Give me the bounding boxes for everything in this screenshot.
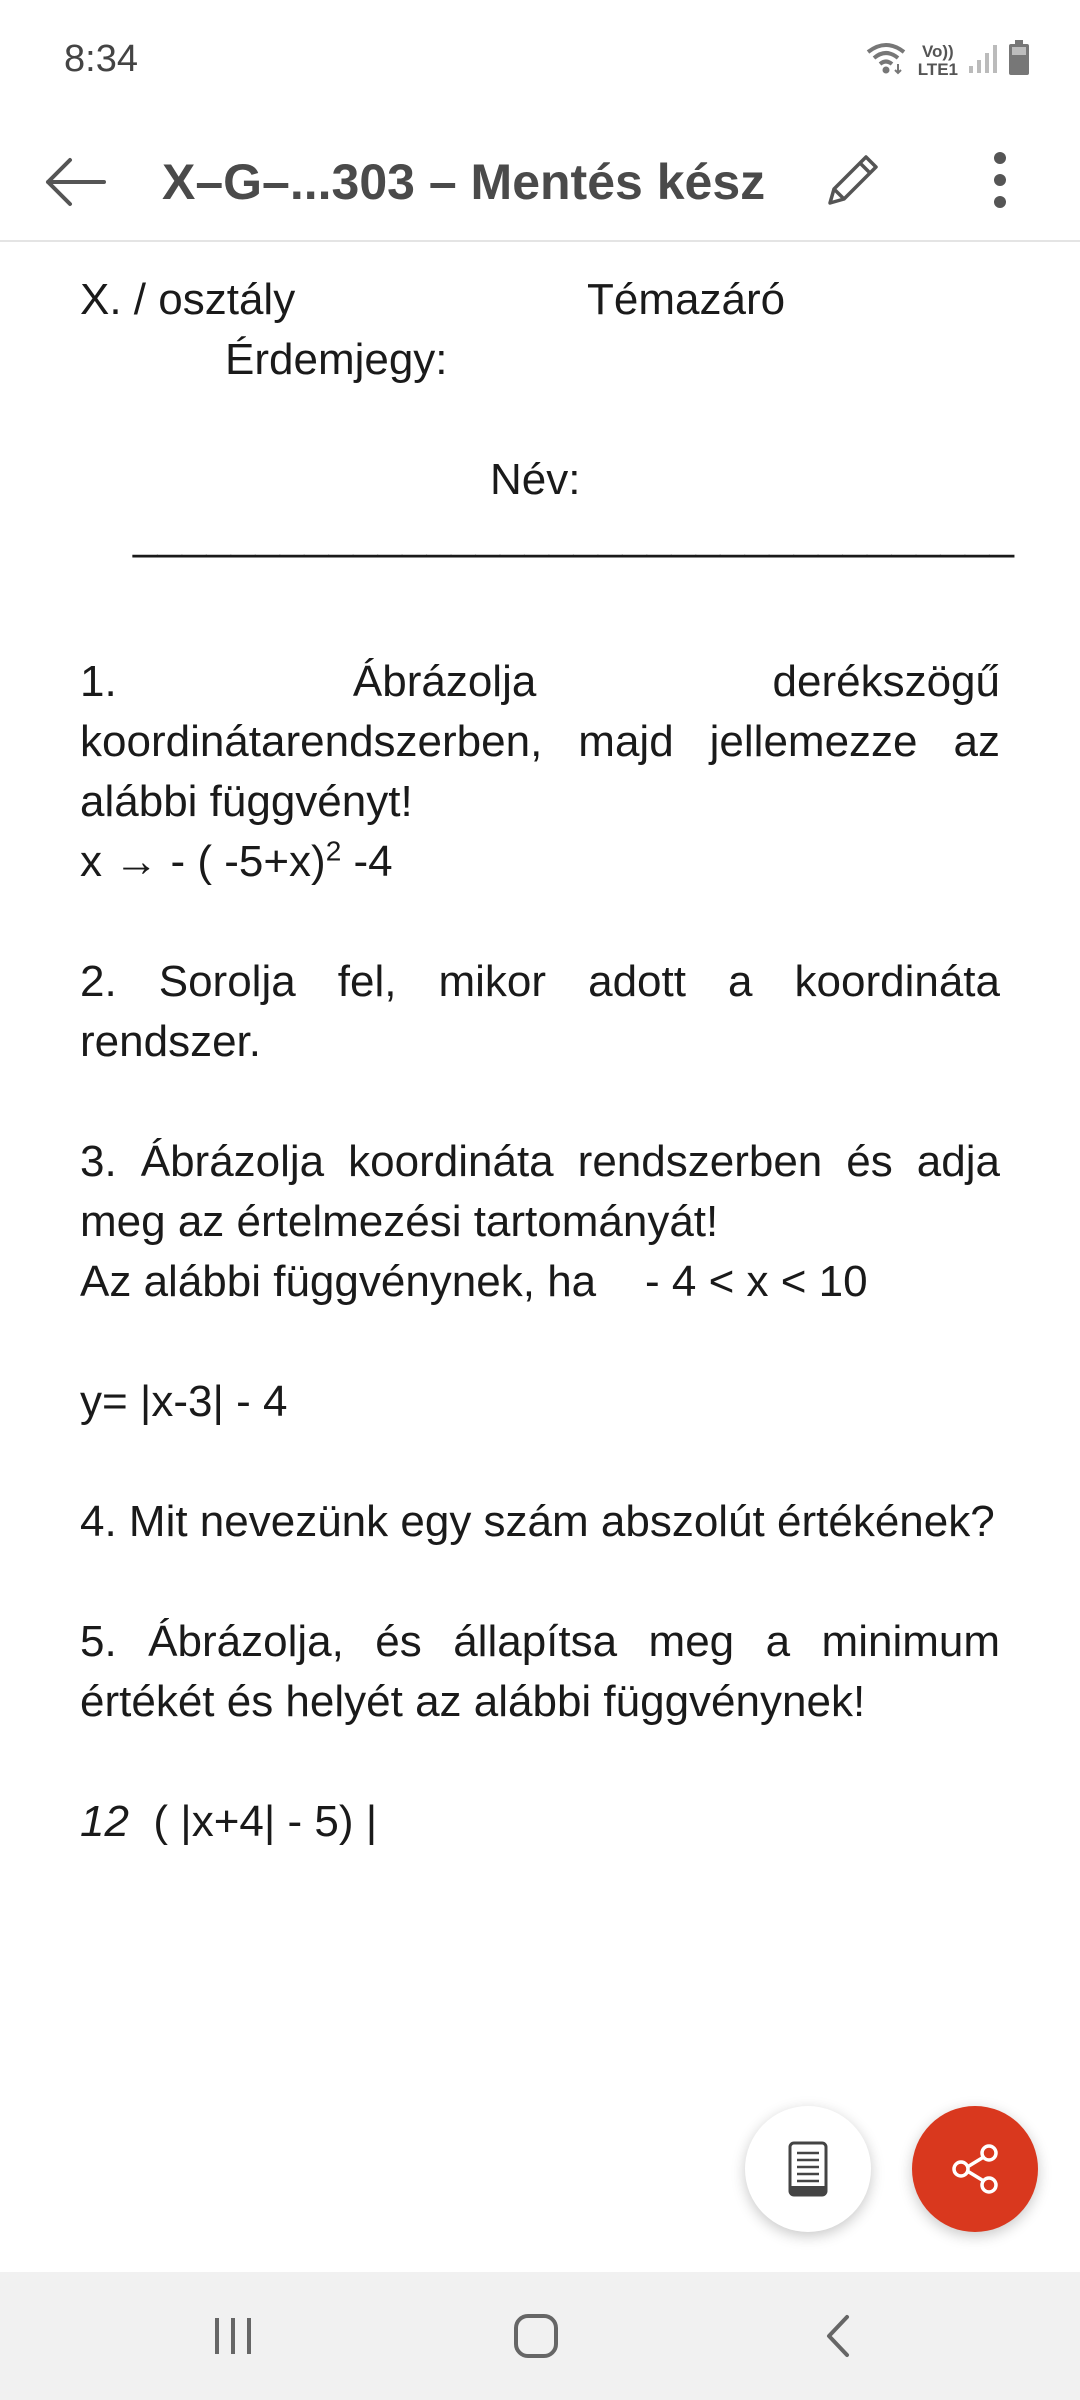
spacer: [80, 1072, 1000, 1132]
question-3: 3. Ábrázolja koordináta rendszerben és adja meg az értelmezési tartományát!: [80, 1137, 1000, 1246]
name-line: ____________________________________: [133, 510, 1014, 559]
document-body: [80, 240, 1014, 1852]
status-time: 8:34: [64, 38, 138, 80]
question-1-formula: [80, 832, 1000, 892]
network-type-label: [918, 43, 958, 79]
reading-mode-icon: [786, 2141, 830, 2197]
back-icon: [823, 2313, 853, 2359]
back-arrow-icon: [44, 157, 106, 207]
spacer: [80, 1432, 1000, 1492]
class-label: X. / osztály: [80, 275, 296, 324]
home-button[interactable]: [486, 2296, 586, 2376]
question-2: 2. Sorolja fel, mikor adott a koordináta rendszer.: [80, 957, 1000, 1066]
status-icons: [864, 40, 1030, 81]
status-bar: [0, 0, 1080, 125]
pencil-icon: [822, 149, 884, 211]
spacer: [80, 1732, 1000, 1792]
battery-icon: [1008, 40, 1030, 81]
q1-formula-exponent: 2: [325, 835, 342, 867]
question-3-formula: y= |x-3| - 4: [80, 1377, 288, 1426]
question-5-formula: [80, 1792, 1000, 1852]
share-button[interactable]: [912, 2106, 1038, 2232]
recent-apps-icon: [211, 2316, 255, 2356]
volte-label: Vo)): [921, 41, 954, 61]
grade-label: Érdemjegy:: [225, 335, 448, 384]
signal-icon: [968, 42, 998, 79]
more-vert-icon: [992, 150, 1008, 210]
share-icon: [945, 2139, 1005, 2199]
q1-formula-end: -4: [341, 837, 393, 886]
document-title: X–G–...303 – Mentés kész: [162, 154, 766, 210]
name-label: Név:: [490, 455, 581, 504]
spacer: [80, 1312, 1000, 1372]
home-icon: [513, 2313, 559, 2359]
spacer: [80, 1552, 1000, 1612]
navigation-bar: [0, 2272, 1080, 2400]
more-options-button[interactable]: [965, 140, 1035, 220]
app-bar: [0, 125, 1080, 242]
spacer: [80, 892, 1000, 952]
reading-mode-button[interactable]: [745, 2106, 871, 2232]
test-type-label: Témazáró: [587, 275, 786, 324]
q5-formula-number: 12: [80, 1797, 129, 1846]
recent-apps-button[interactable]: [183, 2296, 283, 2376]
wifi-icon: [864, 40, 908, 81]
question-4: 4. Mit nevezünk egy szám abszolút értékének?: [80, 1497, 995, 1546]
question-5: 5. Ábrázolja, és állapítsa meg a minimum értékét és helyét az alábbi függvénynek!: [80, 1617, 1000, 1726]
q5-formula-expression: ( |x+4| - 5) |: [153, 1797, 378, 1846]
question-3-condition: Az alábbi függvénynek, ha - 4 < x < 10: [80, 1257, 868, 1306]
edit-button[interactable]: [815, 140, 890, 220]
question-1: 1. Ábrázolja derékszögű koordinátarendszerben, majd jellemezze az alábbi függvényt!: [80, 657, 1000, 826]
document-header: [80, 240, 1014, 630]
back-button[interactable]: [40, 147, 110, 217]
lte-label: LTE1: [917, 59, 958, 79]
nav-back-button[interactable]: [788, 2296, 888, 2376]
q1-formula-main: x → - ( -5+x): [80, 837, 326, 886]
